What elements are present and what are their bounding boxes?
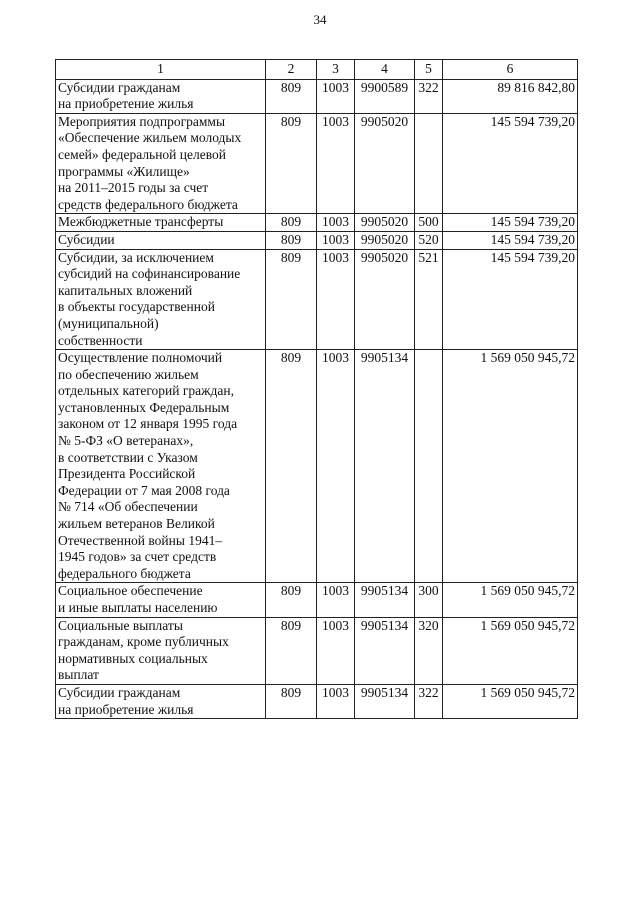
row-expense-type: 521 <box>415 249 443 350</box>
header-col-4: 4 <box>355 60 415 80</box>
table-row <box>56 249 578 350</box>
row-section-code: 1003 <box>317 113 355 214</box>
table-row <box>56 684 578 718</box>
row-section-code: 1003 <box>317 583 355 617</box>
table-row <box>56 113 578 214</box>
row-ministry-code: 809 <box>266 617 317 684</box>
row-target-code: 9905020 <box>355 231 415 249</box>
row-ministry-code: 809 <box>266 583 317 617</box>
row-section-code: 1003 <box>317 684 355 718</box>
table-row <box>56 231 578 249</box>
row-section-code: 1003 <box>317 214 355 232</box>
row-expense-type: 322 <box>415 79 443 113</box>
row-ministry-code: 809 <box>266 350 317 583</box>
row-amount: 1 569 050 945,72 <box>443 617 578 684</box>
row-amount: 145 594 739,20 <box>443 231 578 249</box>
table-row <box>56 583 578 617</box>
row-target-code: 9905134 <box>355 684 415 718</box>
row-expense-type: 520 <box>415 231 443 249</box>
row-expense-type: 322 <box>415 684 443 718</box>
row-name: Мероприятия подпрограммы «Обеспечение жильем молодых семей» федеральной целевой программы «Жилище» на 2011–2015 годы за счет средств федерального бюджета <box>56 113 266 214</box>
row-name: Осуществление полномочий по обеспечению жильем отдельных категорий граждан, установленных Федеральным законом от 12 января 1995 года № 5-ФЗ «О ветеранах», в соответствии с Указом Президента Российской Федерации от 7 мая 2008 года № 714 «Об обеспечении жильем ветеранов Великой Отечественной войны 1941– 1945 годов» за счет средств федерального бюджета <box>56 350 266 583</box>
row-expense-type: 320 <box>415 617 443 684</box>
row-amount: 145 594 739,20 <box>443 214 578 232</box>
row-name: Субсидии, за исключением субсидий на софинансирование капитальных вложений в объекты государственной (муниципальной) собственности <box>56 249 266 350</box>
row-name: Субсидии гражданам на приобретение жилья <box>56 79 266 113</box>
row-target-code: 9905134 <box>355 350 415 583</box>
header-col-6: 6 <box>443 60 578 80</box>
header-col-2: 2 <box>266 60 317 80</box>
budget-table <box>55 59 578 719</box>
row-ministry-code: 809 <box>266 249 317 350</box>
row-name: Социальные выплаты гражданам, кроме публичных нормативных социальных выплат <box>56 617 266 684</box>
row-target-code: 9905020 <box>355 249 415 350</box>
row-target-code: 9905020 <box>355 113 415 214</box>
row-expense-type: 300 <box>415 583 443 617</box>
row-target-code: 9905134 <box>355 583 415 617</box>
table-row <box>56 79 578 113</box>
row-amount: 89 816 842,80 <box>443 79 578 113</box>
row-amount: 1 569 050 945,72 <box>443 583 578 617</box>
row-expense-type <box>415 113 443 214</box>
row-expense-type <box>415 350 443 583</box>
header-row <box>56 60 578 80</box>
table-row <box>56 214 578 232</box>
row-expense-type: 500 <box>415 214 443 232</box>
table-row <box>56 350 578 583</box>
table-row <box>56 617 578 684</box>
row-ministry-code: 809 <box>266 79 317 113</box>
header-col-1: 1 <box>56 60 266 80</box>
row-name: Субсидии гражданам на приобретение жилья <box>56 684 266 718</box>
header-col-3: 3 <box>317 60 355 80</box>
header-col-5: 5 <box>415 60 443 80</box>
row-ministry-code: 809 <box>266 214 317 232</box>
row-section-code: 1003 <box>317 231 355 249</box>
row-target-code: 9905020 <box>355 214 415 232</box>
row-section-code: 1003 <box>317 350 355 583</box>
row-section-code: 1003 <box>317 249 355 350</box>
row-target-code: 9905134 <box>355 617 415 684</box>
row-name: Субсидии <box>56 231 266 249</box>
row-ministry-code: 809 <box>266 231 317 249</box>
row-amount: 145 594 739,20 <box>443 113 578 214</box>
row-name: Социальное обеспечение и иные выплаты населению <box>56 583 266 617</box>
row-target-code: 9900589 <box>355 79 415 113</box>
row-name: Межбюджетные трансферты <box>56 214 266 232</box>
row-amount: 145 594 739,20 <box>443 249 578 350</box>
row-amount: 1 569 050 945,72 <box>443 350 578 583</box>
row-section-code: 1003 <box>317 617 355 684</box>
row-section-code: 1003 <box>317 79 355 113</box>
row-ministry-code: 809 <box>266 113 317 214</box>
row-ministry-code: 809 <box>266 684 317 718</box>
row-amount: 1 569 050 945,72 <box>443 684 578 718</box>
page-number: 34 <box>313 12 327 27</box>
